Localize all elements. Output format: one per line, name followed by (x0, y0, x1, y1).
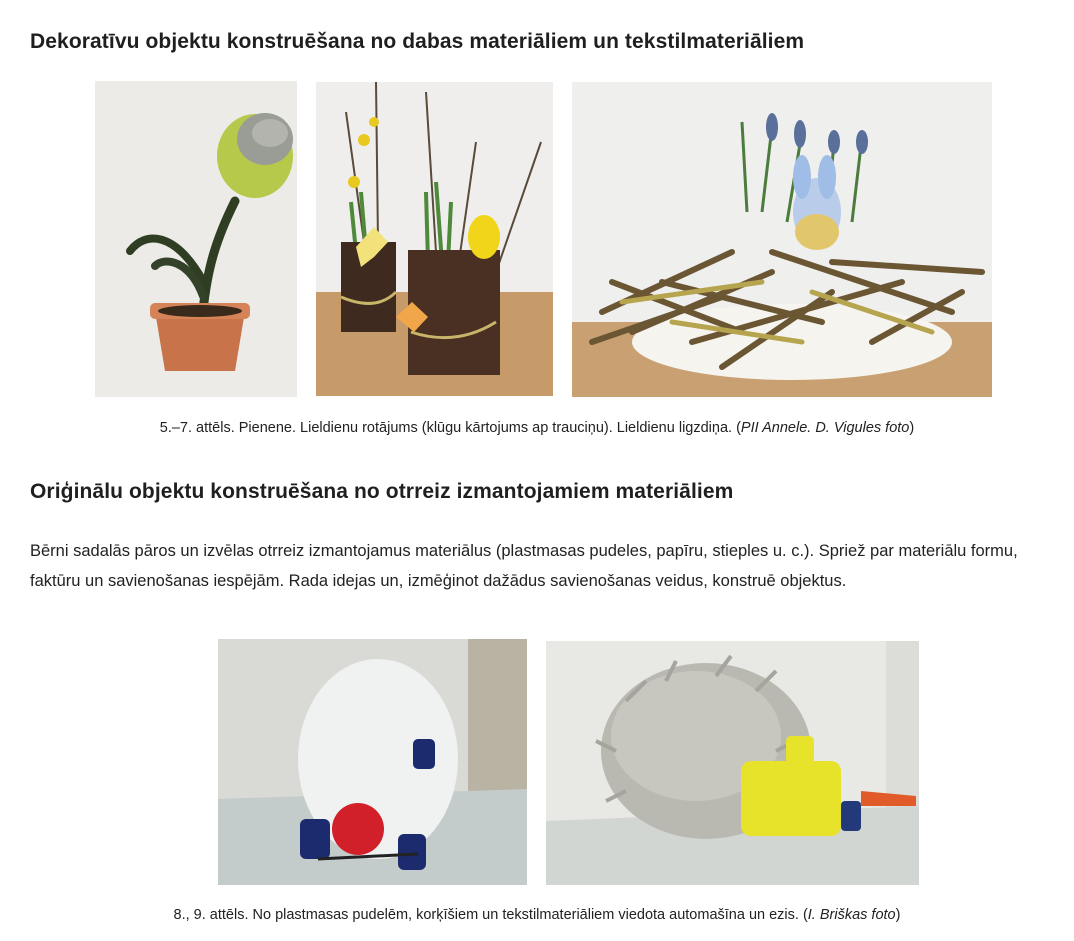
figure-caption-8-9: 8., 9. attēls. No plastmasas pudelēm, korķīšiem un tekstilmateriāliem viedota automašīna un ezis. (I. Briškas foto) (173, 907, 901, 923)
photo-dandelion (95, 81, 297, 397)
figure-caption-5-7: 5.–7. attēls. Pienene. Lieldienu rotājums (klūgu kārtojums ap trauciņu). Lieldienu ligzdiņa. (PII Annele. D. Vigules foto) (159, 420, 915, 436)
photo-bottle-hedgehog (546, 641, 919, 885)
photo-easter-twig-vases (316, 82, 553, 396)
section-heading-decorative: Dekoratīvu objektu konstruēšana no dabas materiāliem un tekstilmateriāliem (30, 30, 805, 53)
photo-easter-nest (572, 82, 992, 397)
photo-bottle-car (218, 639, 527, 885)
section-heading-recycled: Oriģinālu objektu konstruēšana no otrreiz izmantojamiem materiāliem (30, 480, 734, 503)
photo-credit: I. Briškas foto (807, 907, 896, 923)
photo-credit: PII Annele. D. Vigules foto (740, 420, 910, 436)
body-paragraph: Bērni sadalās pāros un izvēlas otrreiz izmantojamus materiālus (plastmasas pudeles, papīru, stieples u. c.). Spriež par materiālu formu, faktūru un savienošanas iespējām. Rada idejas un, izmēģinot dažādus savienošanas veidus, konstruē objektus. (30, 542, 1018, 590)
